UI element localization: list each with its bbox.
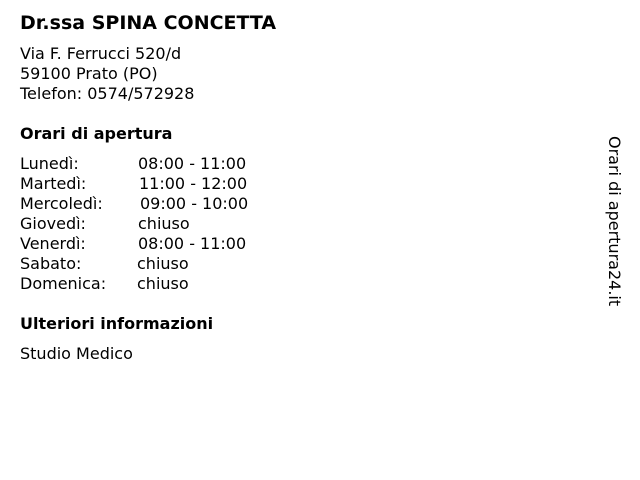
address-block <box>20 44 194 104</box>
street-address: Via F. Ferrucci 520/d <box>20 44 182 63</box>
day-label: Venerdì: <box>20 234 86 253</box>
time-value: 09:00 - 10:00 <box>140 194 249 213</box>
business-name: Dr.ssa SPINA CONCETTA <box>20 12 277 34</box>
city-address: 59100 Prato (PO) <box>20 64 158 83</box>
time-value: chiuso <box>137 274 189 293</box>
day-label: Martedì: <box>20 174 87 193</box>
time-value: 08:00 - 11:00 <box>138 154 247 173</box>
day-label: Domenica: <box>20 274 107 293</box>
hours-row-wednesday <box>20 194 320 214</box>
more-info-heading: Ulteriori informazioni <box>20 314 214 333</box>
time-value: 11:00 - 12:00 <box>139 174 248 193</box>
hours-row-thursday <box>20 214 320 234</box>
phone-number: Telefon: 0574/572928 <box>20 84 195 103</box>
day-label: Lunedì: <box>20 154 79 173</box>
opening-hours-table <box>20 154 320 294</box>
day-label: Giovedì: <box>20 214 86 233</box>
hours-row-friday <box>20 234 320 254</box>
hours-row-tuesday <box>20 174 320 194</box>
time-value: chiuso <box>138 214 190 233</box>
hours-row-saturday <box>20 254 320 274</box>
hours-row-sunday <box>20 274 320 294</box>
hours-row-monday <box>20 154 320 174</box>
time-value: 08:00 - 11:00 <box>138 234 247 253</box>
day-label: Mercoledì: <box>20 194 103 213</box>
site-watermark: Orari di apertura24.it <box>605 136 624 307</box>
opening-hours-heading: Orari di apertura <box>20 124 173 143</box>
category-text: Studio Medico <box>20 344 133 363</box>
time-value: chiuso <box>137 254 189 273</box>
day-label: Sabato: <box>20 254 82 273</box>
